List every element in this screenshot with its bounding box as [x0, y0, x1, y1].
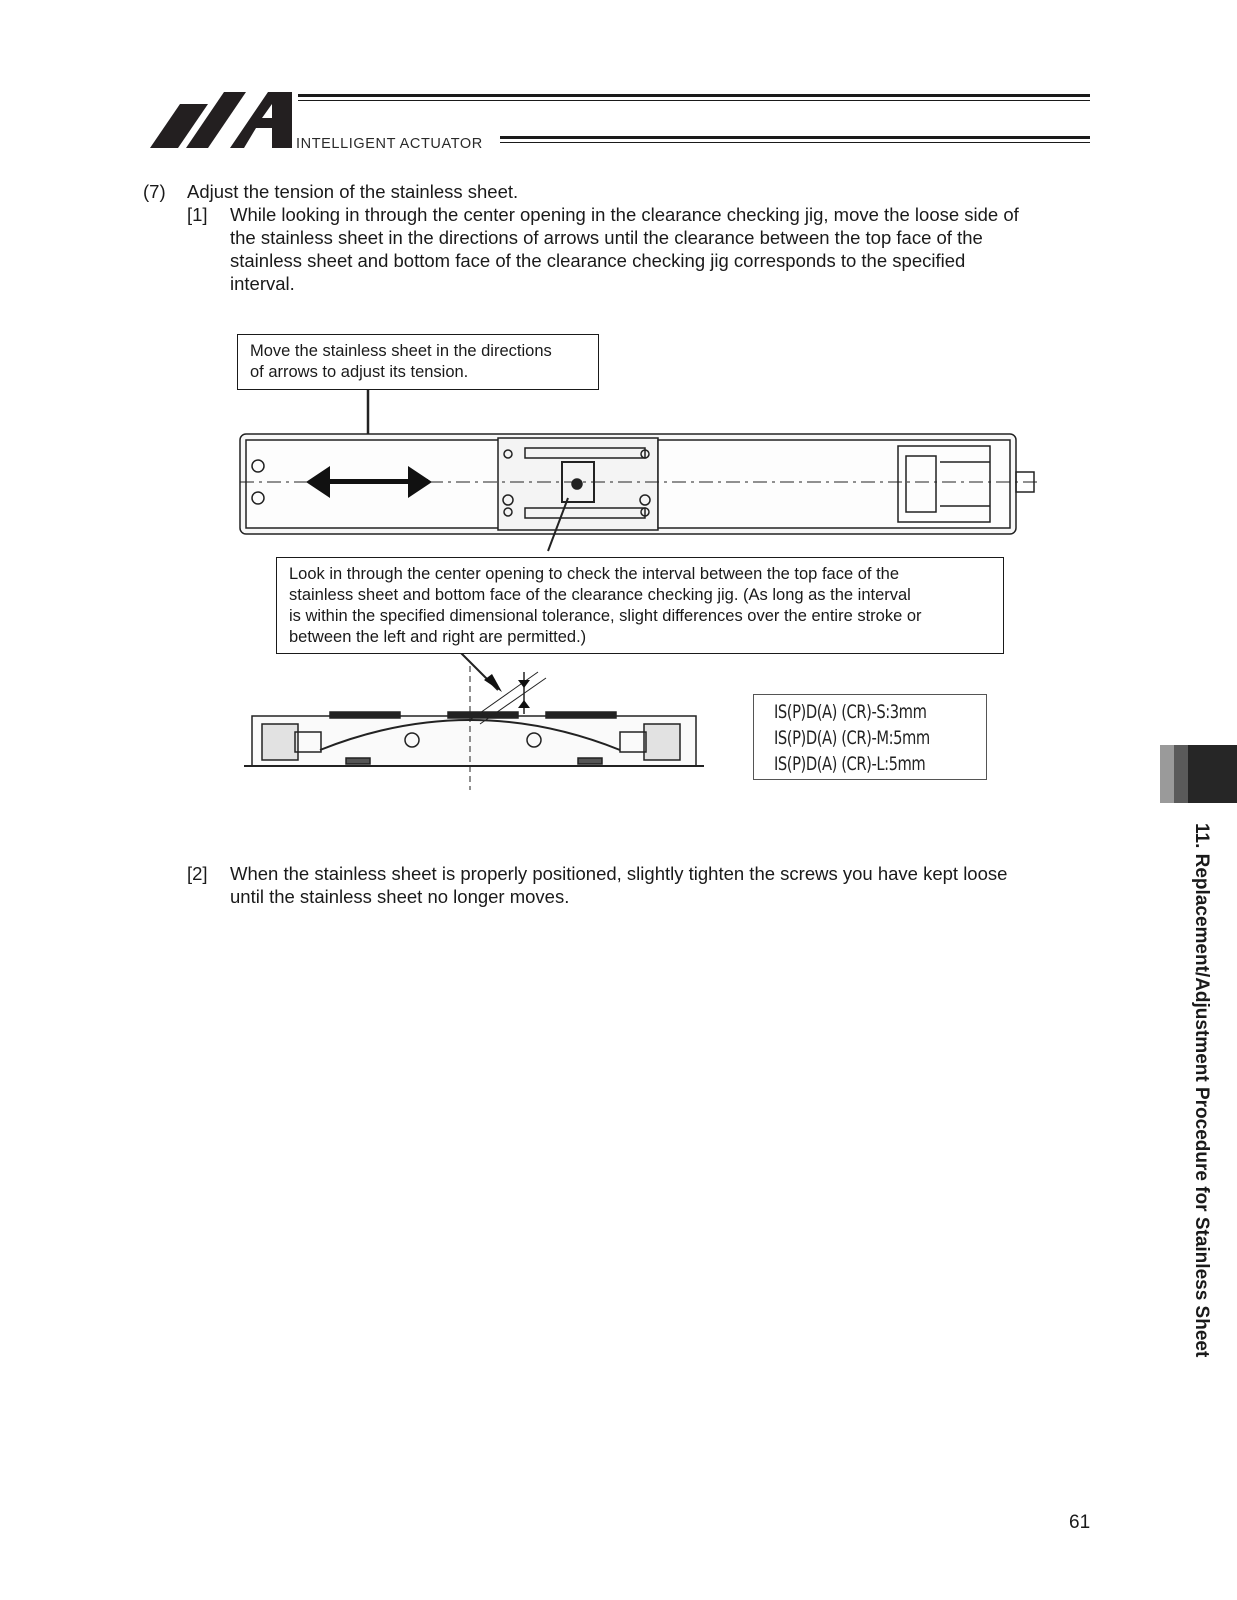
substep-number: [2]: [187, 863, 208, 884]
model-clearance-table: [753, 694, 987, 780]
model-clearance-s: IS(P)D(A) (CR)-S:3mm: [774, 701, 927, 723]
substep-text: While looking in through the center opening in the clearance checking jig, move the loose side of the stainless sheet in the directions of arrows until the clearance between the top face of the stainless sheet and bottom face of the clearance checking jig corresponds to the specified interval.: [230, 204, 1019, 294]
callout-check-interval: Look in through the center opening to check the interval between the top face of the stainless sheet and bottom face of the clearance checking jig. (As long as the interval is within the specified dimensional tolerance, slight differences over the entire stroke or between the left and right are permitted.): [276, 557, 1004, 654]
step-number: (7): [143, 181, 166, 202]
callout-move-sheet: Move the stainless sheet in the directions of arrows to adjust its tension.: [237, 334, 599, 390]
model-clearance-m: IS(P)D(A) (CR)-M:5mm: [774, 727, 930, 749]
substep-text: When the stainless sheet is properly positioned, slightly tighten the screws you have kept loose until the stainless sheet no longer moves.: [230, 863, 1008, 907]
brand-text: INTELLIGENT ACTUATOR: [296, 136, 483, 152]
chapter-tab-marker: [1160, 745, 1237, 803]
page-number: 61: [1069, 1512, 1091, 1533]
substep-number: [1]: [187, 204, 208, 225]
model-clearance-l: IS(P)D(A) (CR)-L:5mm: [774, 753, 926, 775]
step-text: Adjust the tension of the stainless sheet.: [187, 181, 519, 202]
chapter-side-title: 11. Replacement/Adjustment Procedure for Stainless Sheet: [1191, 823, 1212, 1358]
